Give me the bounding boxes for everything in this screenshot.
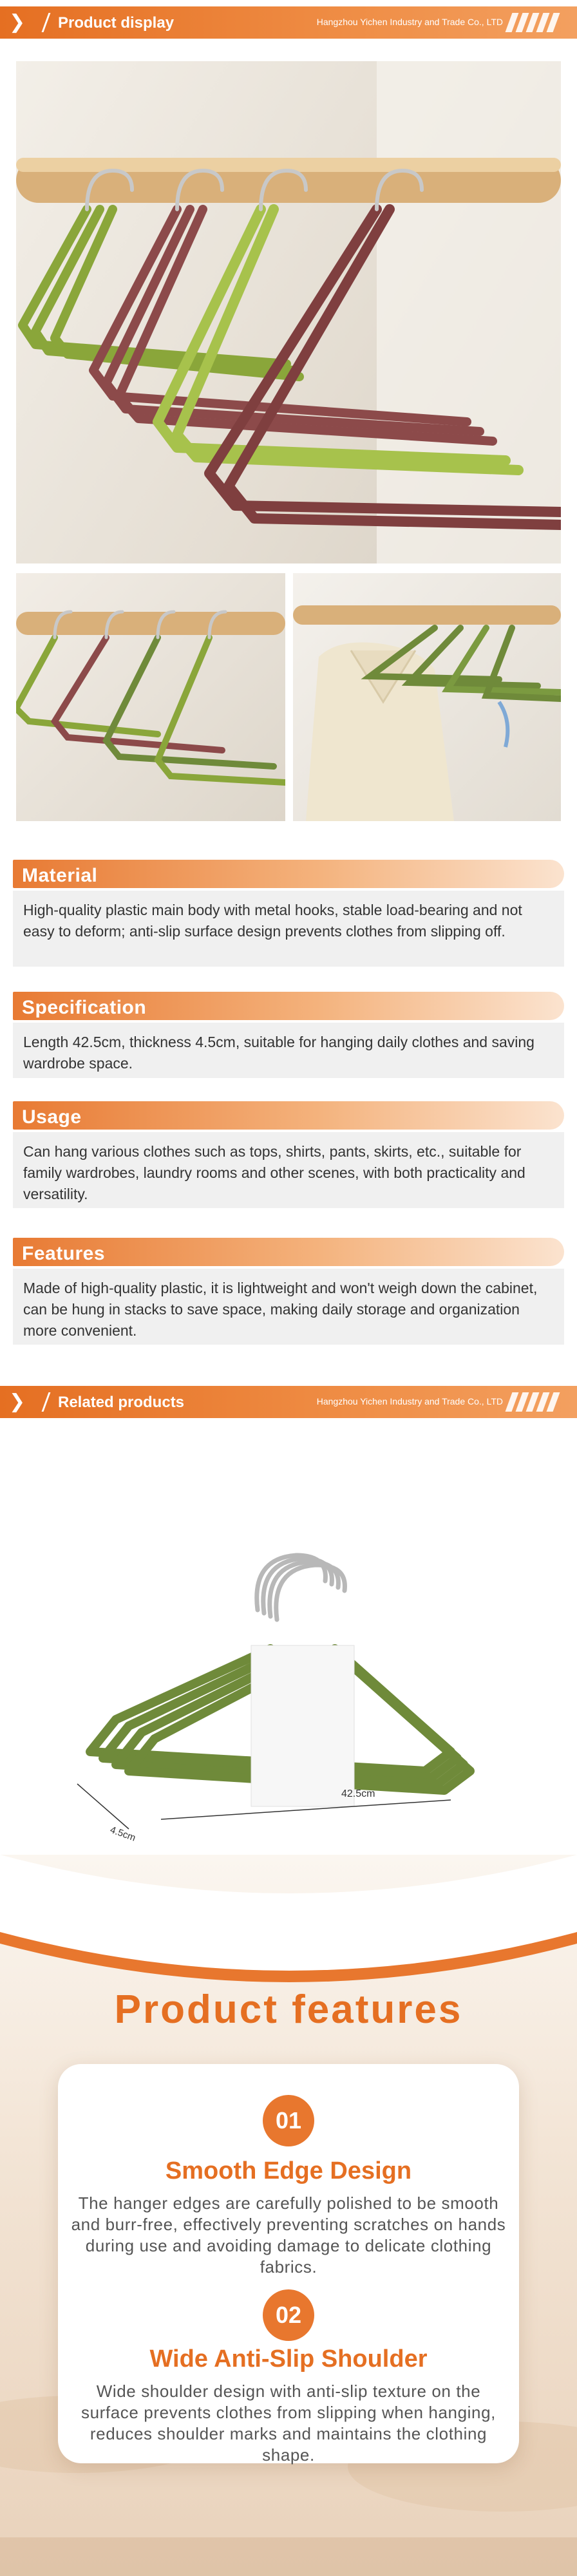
chevron-right-icon: ❯ (9, 1390, 26, 1413)
feature-title-anti-slip: Wide Anti-Slip Shoulder (149, 2345, 428, 2372)
feature-number-02: 02 (263, 2289, 314, 2341)
hangers-illustration (16, 61, 561, 564)
feature-desc-anti-slip: Wide shoulder design with anti-slip texture on the surface prevents clothes from slipping when hanging, reduces shoulder marks and maintains the clothing shape. (81, 2382, 496, 2465)
related-products-header (0, 1386, 577, 1418)
stripes-decoration (509, 13, 567, 32)
usage-header: Usage (13, 1101, 564, 1130)
hanger-photo-left (16, 573, 285, 821)
related-product-image (64, 1481, 515, 1842)
product-display-header (0, 6, 577, 39)
feature-title-smooth-edge: Smooth Edge Design (165, 2157, 412, 2184)
chevron-right-icon: ❯ (9, 11, 26, 33)
company-name: Hangzhou Yichen Industry and Trade Co., LTD (316, 17, 503, 27)
hanger-photo-main (16, 61, 561, 564)
hanger-photo-right (293, 573, 561, 821)
usage-body: Can hang various clothes such as tops, shirts, pants, skirts, etc., suitable for family wardrobes, laundry rooms and other scenes, with both practicality and versatility. (13, 1132, 564, 1208)
section-title: Product display (58, 14, 175, 32)
thickness-label: 4.5cm (108, 1824, 137, 1842)
features-body: Made of high-quality plastic, it is lightweight and won't weigh down the cabinet, can be hung in stacks to save space, making daily storage and organization more convenient. (13, 1269, 564, 1345)
material-header: Material (13, 860, 564, 888)
company-name: Hangzhou Yichen Industry and Trade Co., LTD (316, 1396, 503, 1406)
length-label: 42.5cm (341, 1788, 375, 1799)
material-body: High-quality plastic main body with metal hooks, stable load-bearing and not easy to deform; anti-slip surface design prevents clothes from slipping off. (13, 891, 564, 967)
product-features-heading: Product features (114, 1987, 463, 2032)
section-title: Related products (58, 1394, 185, 1411)
feature-desc-smooth-edge: The hanger edges are carefully polished to be smooth and burr-free, effectively preventing scratches on hands during use and avoiding damage to delicate clothing fabrics. (71, 2193, 506, 2277)
features-header: Features (13, 1238, 564, 1266)
specification-body: Length 42.5cm, thickness 4.5cm, suitable for hanging daily clothes and saving wardrobe space. (13, 1023, 564, 1078)
specification-header: Specification (13, 992, 564, 1020)
stripes-decoration (509, 1392, 567, 1412)
feature-number-01: 01 (263, 2095, 314, 2146)
